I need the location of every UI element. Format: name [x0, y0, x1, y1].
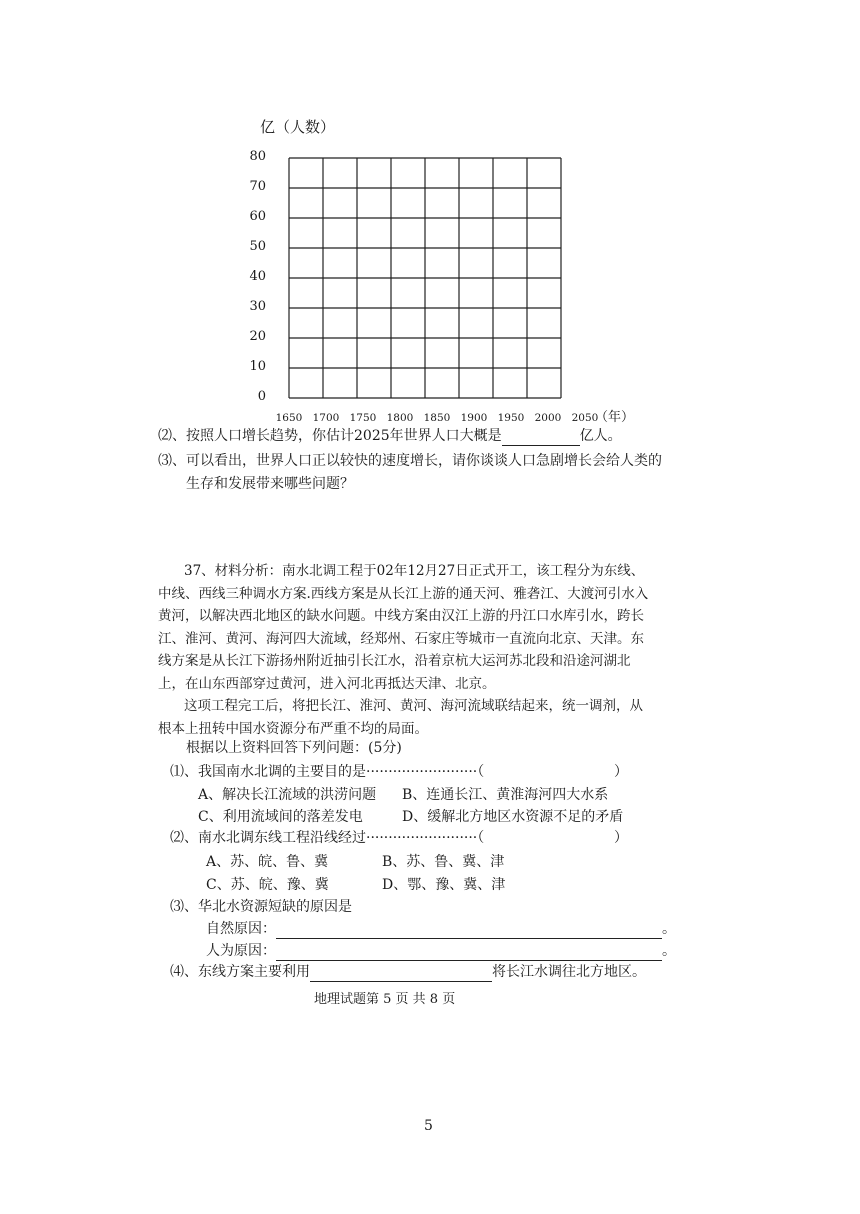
- q37-part4-text-b: 将长江水调往北方地区。: [492, 964, 646, 980]
- x-tick-label: 1750: [349, 412, 377, 424]
- q37-p1-line1: 37、材料分析：南水北调工程于02年12月27日正式开工，该工程分为东线、: [184, 563, 645, 579]
- q36-part2-unit: 亿人。: [579, 428, 622, 444]
- x-tick-label: 2000: [534, 412, 562, 424]
- q36-part3-line2: 生存和发展带来哪些问题？: [186, 476, 354, 492]
- q37-part2-close-paren: ）: [614, 830, 628, 846]
- q37-instruction: 根据以上资料回答下列问题：(5分): [186, 740, 402, 756]
- q36-part2: [158, 426, 622, 446]
- q37-part3-natural-label: 自然原因：: [206, 921, 276, 937]
- q37-part1-option-d[interactable]: D、缓解北方地区水资源不足的矛盾: [402, 809, 624, 825]
- q37-part3-natural-period: 。: [662, 921, 676, 937]
- q37-p1-line5: 线方案是从长江下游扬州附近抽引长江水，沿着京杭大运河苏北段和沿途河湖北: [158, 653, 631, 669]
- q36-part2-answer-blank[interactable]: [502, 429, 580, 446]
- q36-part2-text: ⑵、按照人口增长趋势，你估计2025年世界人口大概是: [158, 428, 502, 444]
- y-tick-label: 30: [249, 299, 266, 314]
- population-grid-chart: [240, 110, 640, 430]
- q37-part3-human-blank[interactable]: [276, 944, 662, 961]
- y-axis-label: 亿（人数）: [260, 118, 336, 136]
- x-tick-label: 1650: [275, 412, 303, 424]
- x-axis-label: （年）: [595, 410, 635, 425]
- y-tick-label: 50: [249, 239, 266, 254]
- q37-part3-human-period: 。: [662, 943, 676, 959]
- q37-part3-human: [206, 941, 676, 961]
- q37-part1-option-b[interactable]: B、连通长江、黄淮海河四大水系: [402, 787, 609, 803]
- q37-p1-line3: 黄河，以解决西北地区的缺水问题。中线方案由汉江上游的丹江口水库引水，跨长: [158, 608, 644, 624]
- q37-p2-line1: 这项工程完工后，将把长江、淮河、黄河、海河流域联结起来，统一调剂，从: [184, 698, 643, 714]
- q37-part2-stem: ⑵、南水北调东线工程沿线经过·························（: [170, 830, 485, 846]
- x-tick-label: 1900: [460, 412, 488, 424]
- x-tick-label: 1800: [386, 412, 414, 424]
- y-tick-label: 10: [249, 359, 266, 374]
- y-tick-label: 80: [249, 149, 266, 164]
- q37-p2-line2: 根本上扭转中国水资源分布严重不均的局面。: [158, 720, 428, 737]
- chart-grid: [289, 158, 561, 398]
- q37-part1-stem: ⑴、我国南水北调的主要目的是·························（: [170, 764, 485, 780]
- q37-part3-stem: ⑶、华北水资源短缺的原因是: [170, 899, 352, 915]
- q37-part3-natural-blank[interactable]: [276, 922, 662, 939]
- x-tick-label: 1850: [423, 412, 451, 424]
- q37-part2-option-c[interactable]: C、苏、皖、豫、冀: [206, 877, 329, 893]
- x-tick-labels: [276, 412, 599, 424]
- y-tick-label: 0: [257, 389, 266, 404]
- q37-part4: [170, 962, 646, 982]
- q37-part3-natural: [206, 919, 676, 939]
- q37-p1-line6: 上，在山东西部穿过黄河，进入河北再抵达天津、北京。: [158, 675, 496, 692]
- q37-part4-text-a: ⑷、东线方案主要利用: [170, 964, 310, 980]
- q37-part1-option-c[interactable]: C、利用流域间的落差发电: [198, 809, 363, 825]
- q37-p1-line2: 中线、西线三种调水方案.西线方案是从长江上游的通天河、雅砻江、大渡河引水入: [158, 585, 649, 602]
- y-tick-labels: [249, 149, 266, 404]
- q37-part2-option-a[interactable]: A、苏、皖、鲁、冀: [206, 854, 329, 870]
- y-tick-label: 60: [249, 209, 266, 224]
- q37-part1-option-a[interactable]: A、解决长江流域的洪涝问题: [198, 787, 377, 803]
- x-tick-label: 1700: [312, 412, 340, 424]
- x-tick-label: 1950: [497, 412, 525, 424]
- q37-part1-close-paren: ）: [614, 764, 628, 780]
- y-tick-label: 40: [249, 269, 266, 284]
- q37-material: [158, 560, 718, 740]
- y-tick-label: 20: [249, 329, 266, 344]
- q36-part3-line1: ⑶、可以看出，世界人口正以较快的速度增长，请你谈谈人口急剧增长会给人类的: [158, 453, 662, 469]
- q37-part2-option-d[interactable]: D、鄂、豫、冀、津: [382, 877, 506, 893]
- q37-part2-option-b[interactable]: B、苏、鲁、冀、津: [382, 854, 505, 870]
- q37-p1-line4: 江、淮河、黄河、海河四大流域，经郑州、石家庄等城市一直流向北京、天津。东: [158, 630, 644, 647]
- page-info-footer: 地理试题第 5 页 共 8 页: [314, 992, 456, 1007]
- x-tick-label: 2050: [571, 412, 599, 424]
- page-number: 5: [424, 1118, 433, 1134]
- y-tick-label: 70: [249, 179, 266, 194]
- q37-part3-human-label: 人为原因：: [206, 943, 276, 959]
- q37-part4-answer-blank[interactable]: [310, 965, 492, 982]
